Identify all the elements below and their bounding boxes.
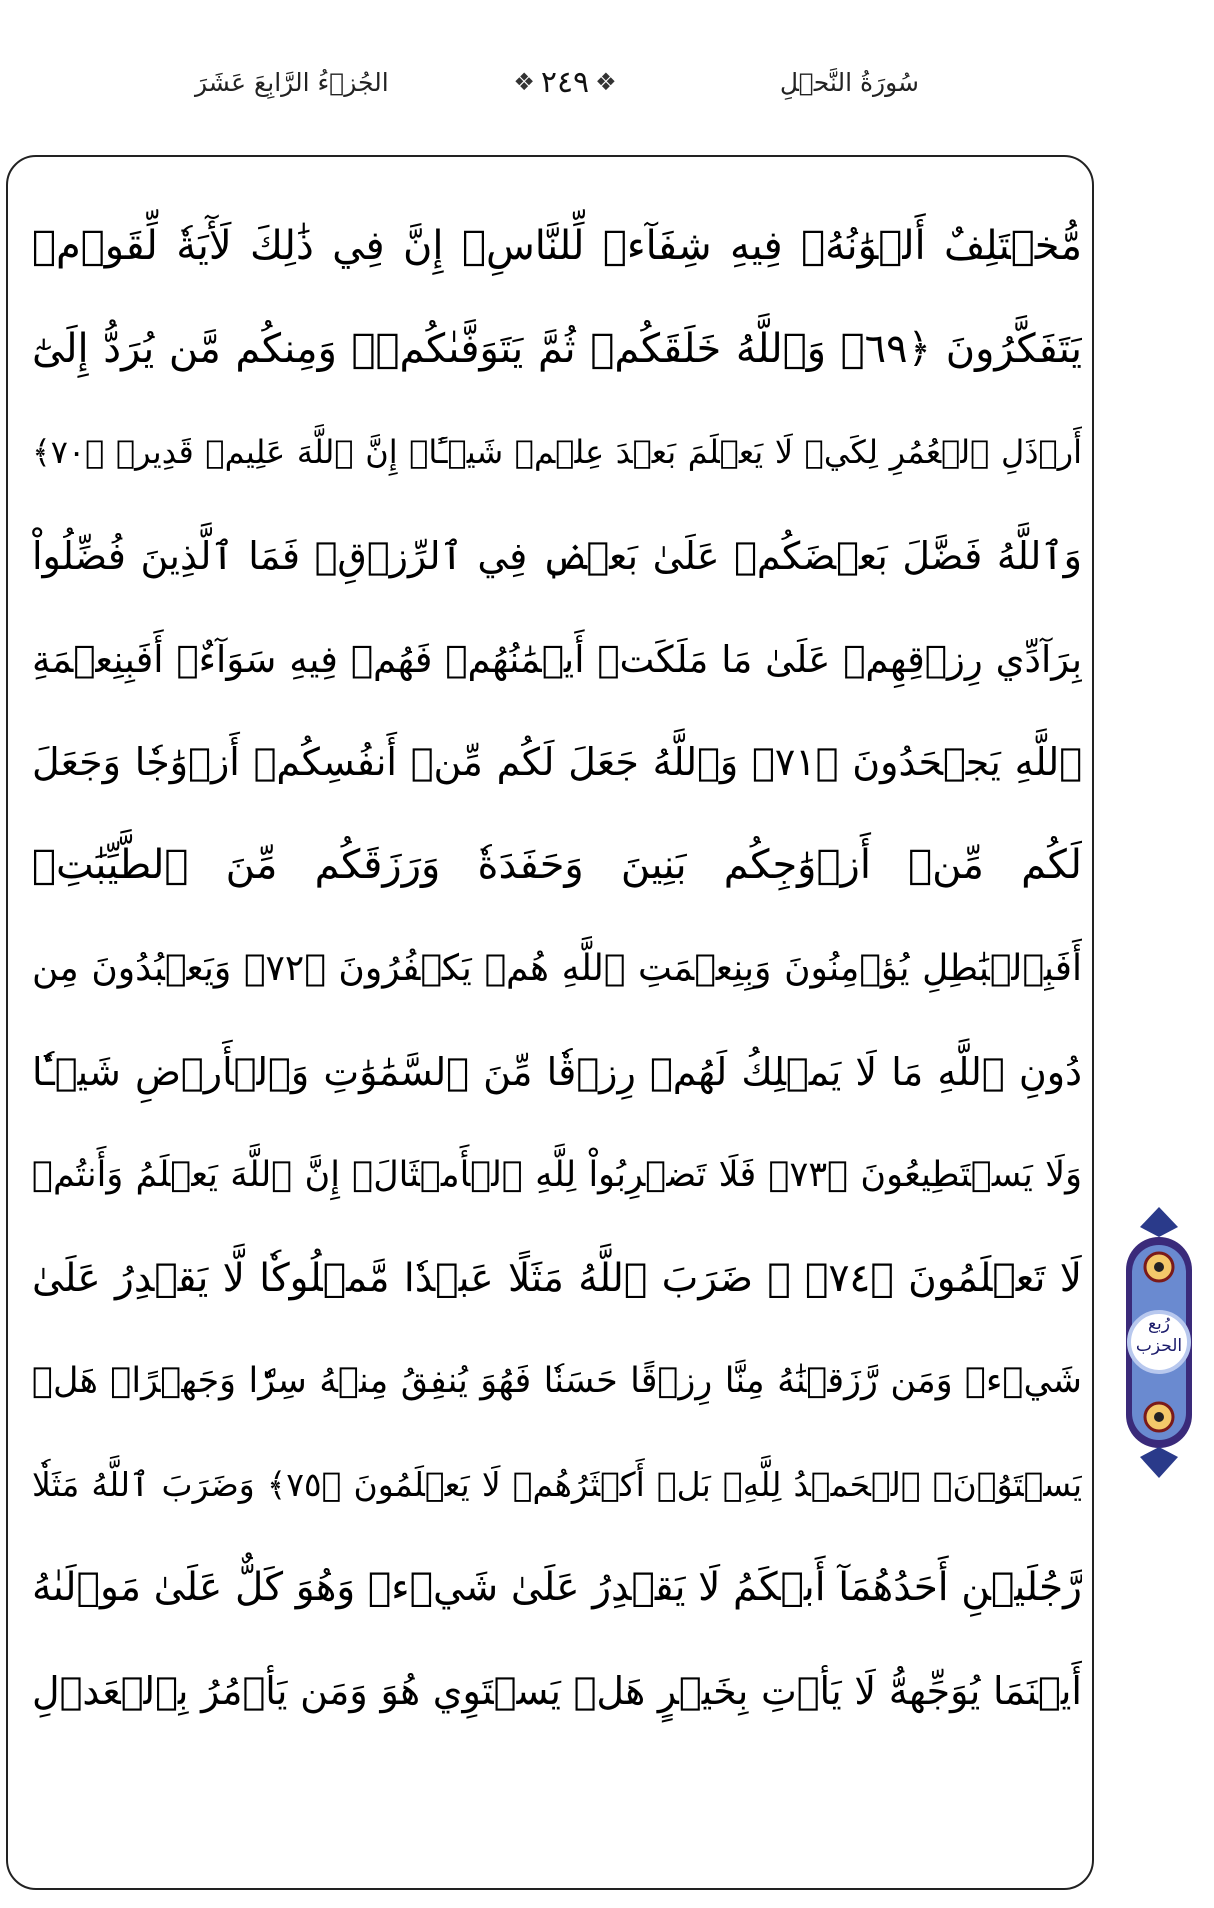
text-line-9: دُونِ ٱللَّهِ مَا لَا يَمۡلِكُ لَهُمۡ رِزۡقٗا مِّنَ ٱلسَّمَٰوَٰتِ وَٱلۡأَرۡضِ شَيۡـٔٗا [32, 1049, 1082, 1094]
page-number: ٢٤٩ [540, 64, 590, 100]
text-line-8: أَفَبِٱلۡبَٰطِلِ يُؤۡمِنُونَ وَبِنِعۡمَتِ ٱللَّهِ هُمۡ يَكۡفُرُونَ ﴿٧٢﴾ وَيَعۡبُدُونَ مِن [32, 948, 1082, 990]
text-line-4: وَٱللَّهُ فَضَّلَ بَعۡضَكُمۡ عَلَىٰ بَعۡضٖ فِي ٱلرِّزۡقِۚ فَمَا ٱلَّذِينَ فُضِّلُواْ [32, 533, 1082, 578]
hizb-label-top: رُبع [1148, 1314, 1170, 1334]
quran-text [32, 195, 1082, 1743]
text-line-1: مُّخۡتَلِفٌ أَلۡوَٰنُهُۥ فِيهِ شِفَآءٞ لِّلنَّاسِۚ إِنَّ فِي ذَٰلِكَ لَأٓيَةٗ لِّقَوۡمٖ [32, 223, 1082, 269]
text-line-15: أَيۡنَمَا يُوَجِّههُّ لَا يَأۡتِ بِخَيۡرٍ هَلۡ يَسۡتَوِي هُوَ وَمَن يَأۡمُرُ بِٱلۡعَدۡلِ [32, 1668, 1082, 1713]
page-number-badge [505, 60, 625, 104]
text-line-14: رَّجُلَيۡنِ أَحَدُهُمَآ أَبۡكَمُ لَا يَقۡدِرُ عَلَىٰ شَيۡءٖ وَهُوَ كَلٌّ عَلَىٰ مَوۡلَىٰهُ [32, 1565, 1082, 1611]
hizb-label-bottom: الحزب [1135, 1336, 1183, 1356]
text-line-11: لَا تَعۡلَمُونَ ﴿٧٤﴾ ۞ ضَرَبَ ٱللَّهُ مَثَلًا عَبۡدٗا مَّمۡلُوكٗا لَّا يَقۡدِرُ عَلَىٰ [32, 1255, 1082, 1301]
ornament-left-icon: ❖ [513, 68, 535, 96]
hizb-quarter-label [1124, 1313, 1194, 1357]
surah-title: سُورَةُ النَّحۡلِ [779, 68, 919, 97]
text-line-5: بِرَآدِّي رِزۡقِهِمۡ عَلَىٰ مَا مَلَكَتۡ أَيۡمَٰنُهُمۡ فَهُمۡ فِيهِ سَوَآءٌۚ أَفَبِنِعۡمَةِ [32, 637, 1082, 681]
text-line-3: أَرۡذَلِ ٱلۡعُمُرِ لِكَيۡ لَا يَعۡلَمَ بَعۡدَ عِلۡمٖ شَيۡـًٔاۚ إِنَّ ٱللَّهَ عَلِيمٞ قَدِيرٞ ﴿٧٠﴾ [32, 433, 1082, 472]
text-line-7: لَكُم مِّنۡ أَزۡوَٰجِكُم بَنِينَ وَحَفَدَةٗ وَرَزَقَكُم مِّنَ ٱلطَّيِّبَٰتِۚ [32, 842, 1082, 889]
text-line-10: وَلَا يَسۡتَطِيعُونَ ﴿٧٣﴾ فَلَا تَضۡرِبُواْ لِلَّهِ ٱلۡأَمۡثَالَۚ إِنَّ ٱللَّهَ يَعۡلَمُ وَأَنتُمۡ [32, 1154, 1082, 1195]
page-header [0, 50, 1214, 130]
juz-title: الجُزۡءُ الرَّابِعَ عَشَرَ [195, 68, 389, 97]
text-line-2: يَتَفَكَّرُونَ ﴿٦٩﴾ وَٱللَّهُ خَلَقَكُمۡ ثُمَّ يَتَوَفَّىٰكُمۡۚ وَمِنكُم مَّن يُرَدُّ إِلَىٰٓ [32, 326, 1082, 373]
ornament-right-icon: ❖ [595, 68, 617, 96]
text-line-6: ٱللَّهِ يَجۡحَدُونَ ﴿٧١﴾ وَٱللَّهُ جَعَلَ لَكُم مِّنۡ أَنفُسِكُمۡ أَزۡوَٰجٗا وَجَعَلَ [32, 739, 1082, 784]
text-line-12: شَيۡءٖ وَمَن رَّزَقۡنَٰهُ مِنَّا رِزۡقًا حَسَنٗا فَهُوَ يُنفِقُ مِنۡهُ سِرّٗا وَجَهۡرًاۖ هَلۡ [32, 1361, 1082, 1402]
text-line-13: يَسۡتَوُۥنَۚ ٱلۡحَمۡدُ لِلَّهِۚ بَلۡ أَكۡثَرُهُمۡ لَا يَعۡلَمُونَ ﴿٧٥﴾ وَضَرَبَ ٱللَّهُ مَثَلٗا [32, 1465, 1082, 1505]
